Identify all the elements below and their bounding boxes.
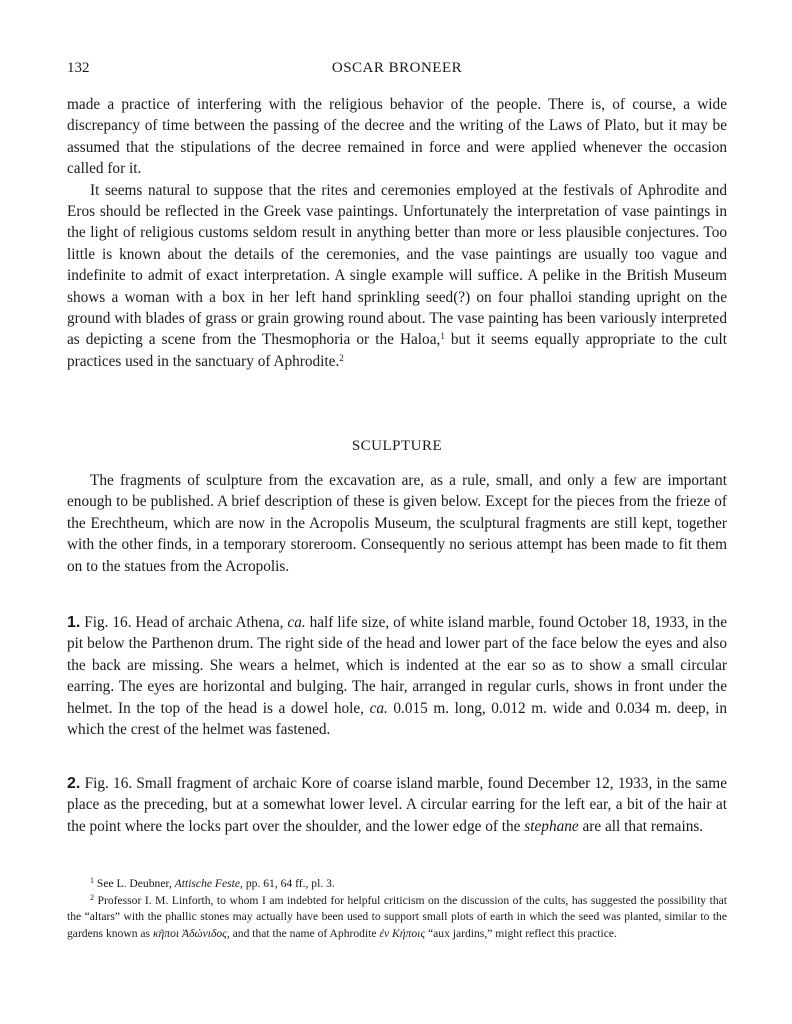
paragraph-continued: made a practice of interfering with the religious behavior of the people. There is, of course, a wide discrepancy of time between the passing of the decree and the writing of the Laws of Plato, but it may be assumed that the stipulations of the decree remained in force and were applied whenever the occasion called for it. — [67, 96, 727, 178]
catalogue-item-1 — [67, 612, 727, 740]
footnote-1: $^1$ See L. Deubner, Attische Feste, pp. 61, 64 ff., pl. 3. — [90, 876, 335, 890]
sculpture-intro — [67, 470, 727, 577]
intro-paragraphs — [67, 94, 727, 372]
footnote-mark: 2 — [90, 892, 94, 902]
paragraph-sculpture-intro: The fragments of sculpture from the excavation are, as a rule, small, and only a few are important enough to be published. A brief description of these is given below. Except for the pieces from the frieze of the Erechtheum, which are now in the Acropolis Museum, the sculptural fragments are still kept, together with the other finds, in a temporary storeroom. Consequently no serious attempt has been made to fit them on to the statues from the Acropolis. — [67, 472, 727, 575]
footnote-mark: 1 — [90, 876, 94, 885]
section-heading: SCULPTURE — [351, 438, 443, 454]
footnote-ref-1[interactable]: 1 — [440, 331, 445, 342]
page-number: 132 — [67, 60, 90, 76]
footnote-2: $^2$ Professor I. M. Linforth, to whom I am indebted for helpful criticism on the discussion of the cults, has suggested the possibility that the “altars” with the phallic stones may actually have been used to support small plots of earth in which the seed was planted, similar to the gardens known as κῆποι Ἀδώνιδος, and that the name of Aphrodite ἐν Κήποις “aux jardins,” might reflect this practice. — [67, 892, 727, 941]
footnotes — [67, 876, 727, 943]
item-1-text: 1. Fig. 16. Head of archaic Athena, ca. half life size, of white island marble, found October 18, 1933, in the pit below the Parthenon drum. The right side of the head and lower part of the face below the eyes and also the back are missing. She wears a helmet, which is indented at the ear so as to show a small circular earring. The eyes are horizontal and bulging. The hair, arranged in regular curls, shows in front under the helmet. In the top of the head is a dowel hole, ca. 0.015 m. long, 0.012 m. wide and 0.034 m. deep, in which the crest of the helmet was fastened. — [67, 614, 727, 739]
item-2-text: 2. Fig. 16. Small fragment of archaic Kore of coarse island marble, found December 12, 1933, in the same place as the preceding, but at a somewhat lower level. A circular earring for the left ear, a bit of the hair at the point where the locks part over the shoulder, and the lower edge of the stephane are all that remains. — [67, 775, 727, 835]
item-number: 2. — [67, 775, 81, 792]
running-head: OSCAR BRONEER — [331, 60, 463, 76]
footnote-ref-2[interactable]: 2 — [339, 352, 344, 363]
item-number: 1. — [67, 614, 81, 631]
catalogue-item-2 — [67, 773, 727, 837]
page-header — [67, 60, 727, 80]
paragraph-vase-paintings: It seems natural to suppose that the rites and ceremonies employed at the festivals of Aphrodite and Eros should be reflected in the Greek vase paintings. Unfortunately the interpretation of vase paintings in the light of religious customs seldom result in anything better than more or less plausible conjectures. Too little is known about the details of the ceremonies, and the vase paintings are usually too vague and indefinite to admit of exact interpretation. A single example will suffice. A pelike in the British Museum shows a woman with a box in her left hand sprinkling seed(?) on four phalloi standing upright on the ground with blades of grass or grain growing round about. The vase painting has been variously interpreted as depicting a scene from the Thesmophoria or the Haloa,$^1$ but it seems equally appropriate to the cult practices used in the sanctuary of Aphrodite.$^2$ — [67, 181, 727, 370]
